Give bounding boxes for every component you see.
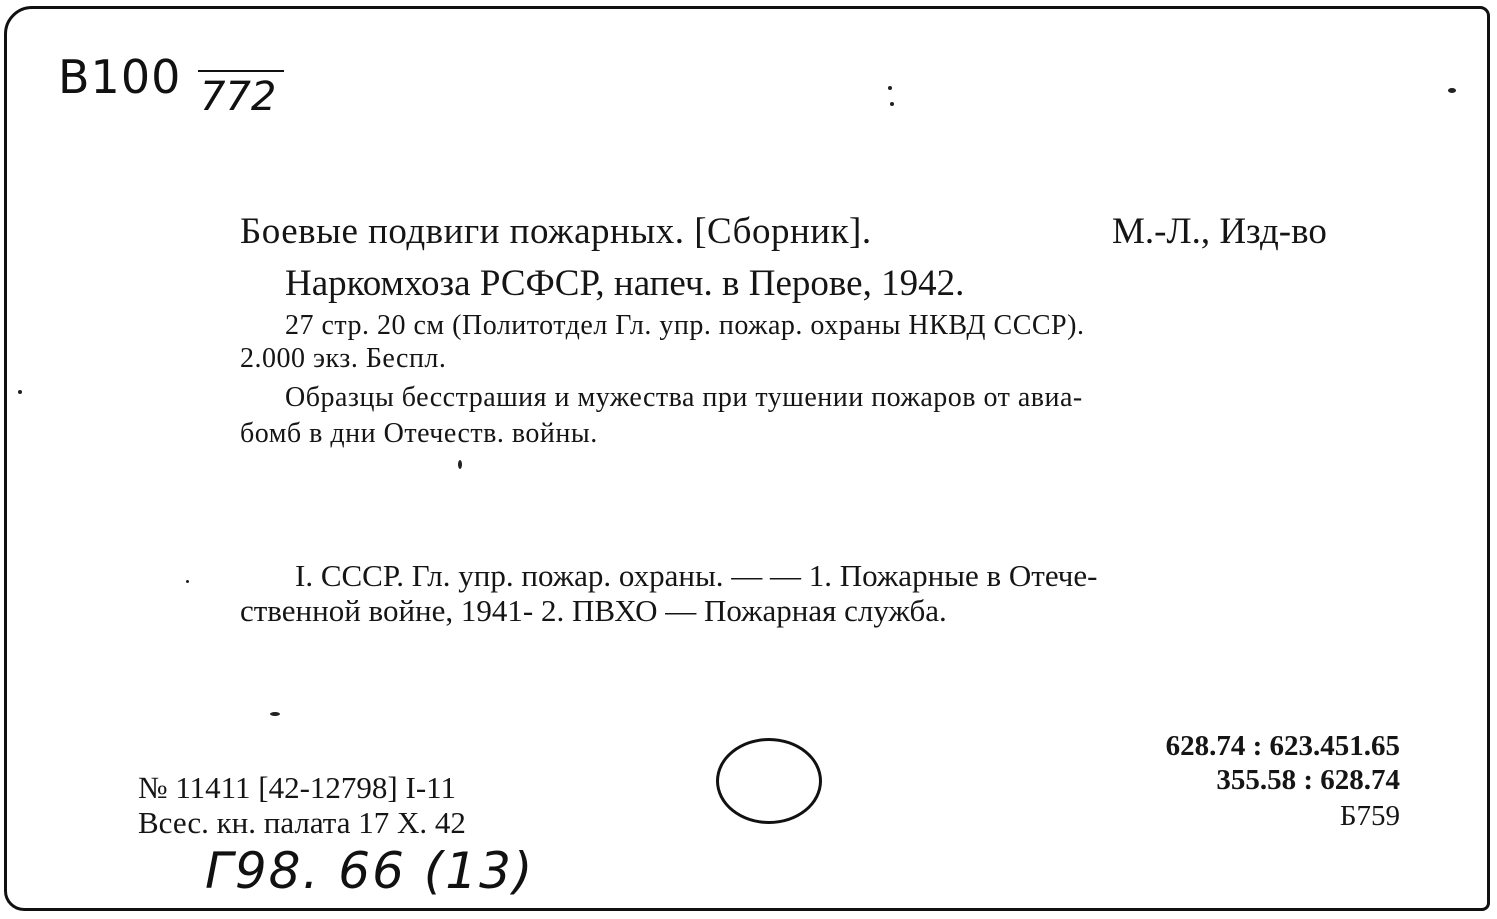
title-line-2: Наркомхоза РСФСР, напеч. в Перове, 1942. [285, 263, 965, 304]
call-number-divider [198, 70, 284, 72]
ink-speck [888, 86, 892, 90]
registration-number: № 11411 [42-12798] I-11 [138, 770, 456, 805]
ink-speck [890, 102, 894, 106]
author-mark: Б759 [1339, 800, 1400, 832]
classification-line-1: 628.74 : 623.451.65 [1165, 730, 1400, 762]
ink-speck [18, 390, 22, 394]
ink-speck [458, 460, 462, 469]
annotation-line-1: Образцы бесстрашия и мужества при тушении пожаров от авиа- [285, 382, 1083, 413]
imprint-line-1: М.-Л., Изд-во [1112, 211, 1327, 252]
book-chamber-note: Всес. кн. палата 17 X. 42 [138, 805, 466, 840]
ink-speck [270, 712, 280, 716]
handwritten-bottom-note: Г98. 66 (13) [205, 842, 535, 900]
handwritten-call-number: B100 [58, 50, 182, 104]
annotation-line-2: бомб в дни Отечеств. войны. [240, 418, 598, 449]
ink-speck [186, 580, 189, 583]
ink-speck [1448, 88, 1456, 93]
handwritten-call-number-sub: 772 [200, 74, 277, 120]
circle-stamp [716, 738, 822, 824]
collation-line-2: 2.000 экз. Беспл. [240, 343, 447, 374]
subject-heading-line-2: ственной войне, 1941- 2. ПВХО — Пожарная служба. [240, 593, 947, 628]
subject-heading-line-1: I. СССР. Гл. упр. пожар. охраны. — — 1. Пожарные в Отече- [295, 558, 1098, 593]
title-line-1: Боевые подвиги пожарных. [Сборник]. [240, 211, 872, 252]
classification-line-2: 355.58 : 628.74 [1216, 764, 1400, 796]
collation-line-1: 27 стр. 20 см (Политотдел Гл. упр. пожар. охраны НКВД СССР). [285, 310, 1085, 341]
